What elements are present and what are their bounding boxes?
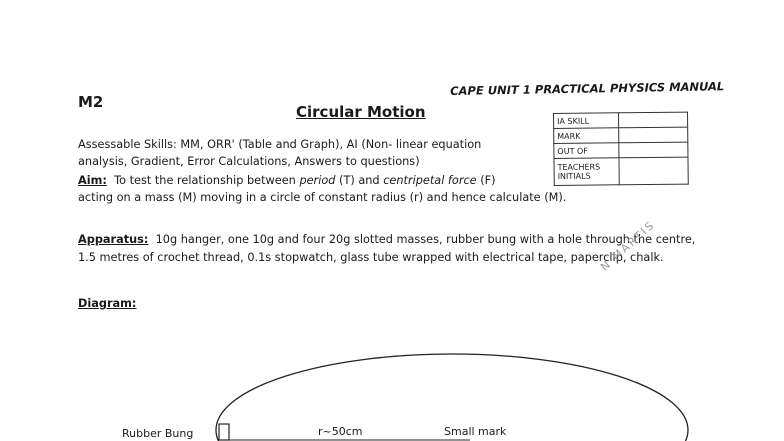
apparatus-line-2: 1.5 metres of crochet thread, 0.1s stopwatch, glass tube wrapped with electrical tape, paperclip, chalk. xyxy=(78,251,664,264)
aim-text-a: To test the relationship between xyxy=(114,174,296,187)
label-rubber-bung: Rubber Bung xyxy=(122,427,194,440)
diagram-label: Diagram: xyxy=(78,297,137,310)
module-code: M2 xyxy=(78,93,104,111)
page-title: Circular Motion xyxy=(296,103,426,121)
rubber-bung-shape xyxy=(219,424,229,440)
aim-line-2: acting on a mass (M) moving in a circle of constant radius (r) and hence calculate (M). xyxy=(78,191,567,204)
aim-centripetal-force: centripetal force xyxy=(383,174,477,187)
faint-stamp: N MARTIS xyxy=(598,218,658,274)
aim-label: Aim: xyxy=(78,174,107,187)
aim-period: period xyxy=(299,174,336,187)
label-radius: r~50cm xyxy=(318,425,363,438)
table-label-out-of: OUT OF xyxy=(554,143,619,159)
label-small-mark: Small mark xyxy=(444,425,507,438)
assessable-skills-line-2: analysis, Gradient, Error Calculations, Answers to questions) xyxy=(78,155,420,168)
table-label-ia-skill: IA SKILL xyxy=(554,113,619,129)
aim-text-b: (T) and xyxy=(339,174,380,187)
apparatus-label: Apparatus: xyxy=(78,233,149,246)
assessable-skills-line-1: Assessable Skills: MM, ORR' (Table and Graph), AI (Non- linear equation xyxy=(78,138,482,151)
table-label-teachers-initials: TEACHERS INITIALS xyxy=(554,158,619,186)
aim-text-c: (F) xyxy=(480,174,496,187)
apparatus-text-1: 10g hanger, one 10g and four 20g slotted masses, rubber bung with a hole through the centre, xyxy=(155,233,696,246)
table-label-mark: MARK xyxy=(554,128,619,144)
manual-header: CAPE UNIT 1 PRACTICAL PHYSICS MANUAL xyxy=(450,79,725,98)
